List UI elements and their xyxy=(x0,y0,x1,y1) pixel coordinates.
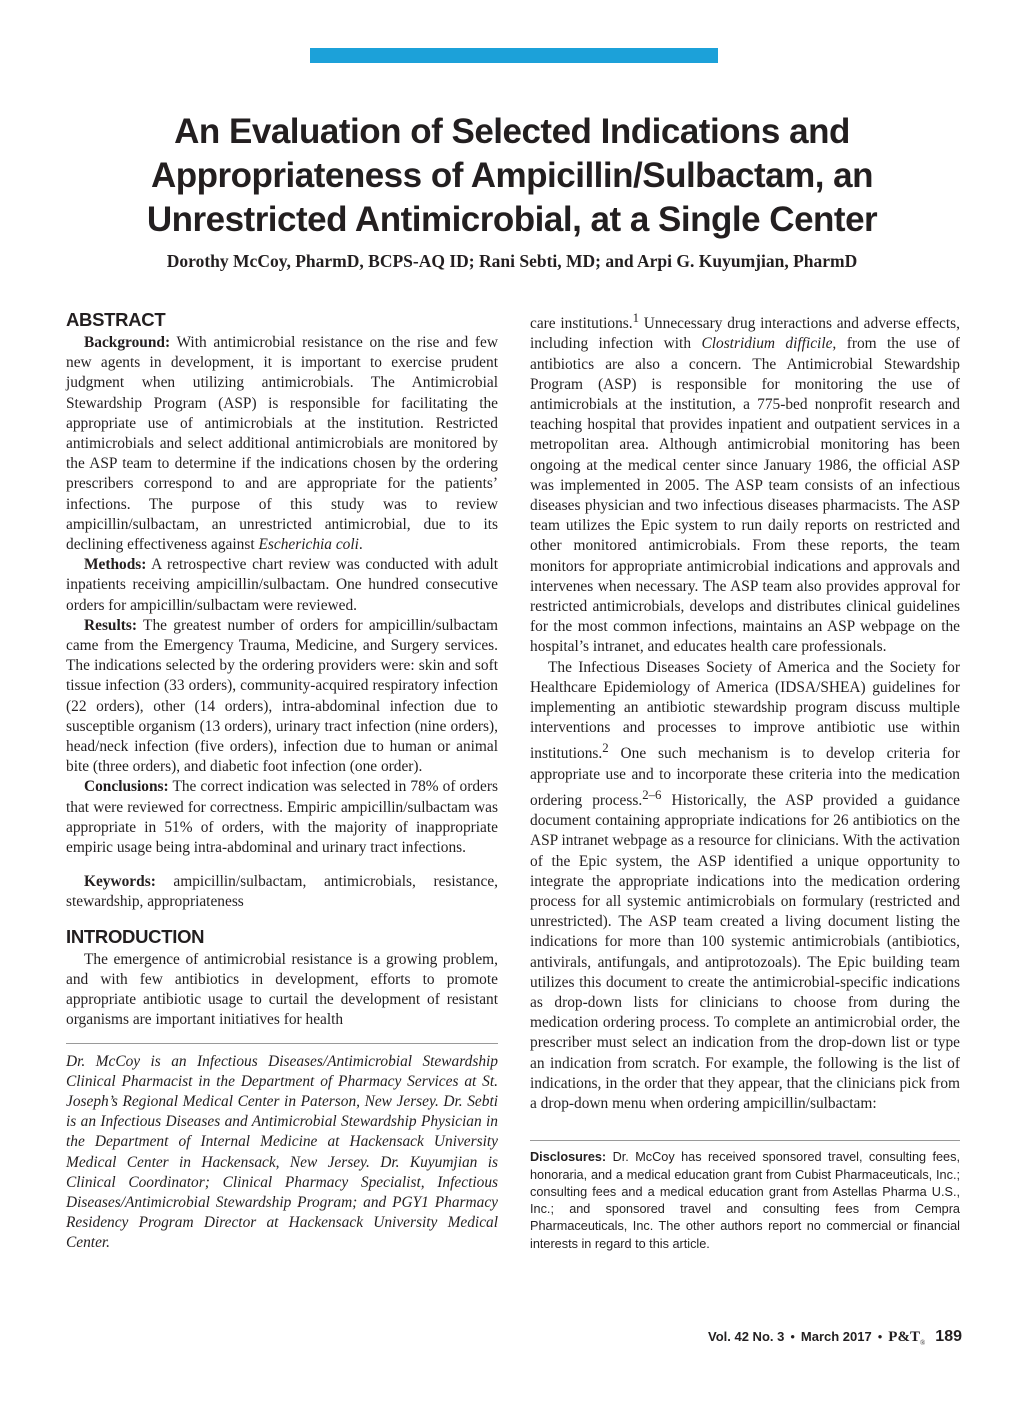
abstract-methods xyxy=(66,555,498,616)
reference-1: 1 xyxy=(632,311,640,325)
methods-label: Methods: xyxy=(84,556,147,574)
disclosures xyxy=(530,1149,960,1253)
p2-text-b: One such mechanism is to develop criteria for appropriate use and to incorporate these criteria into the medication ordering process. xyxy=(530,745,960,810)
right-column xyxy=(530,308,960,1253)
footer-date: March 2017 xyxy=(800,1329,872,1344)
abstract-background xyxy=(66,333,498,555)
p1-text-b: Unnecessary drug interactions and adverse effects, including infection with xyxy=(530,315,960,353)
header-accent-bar xyxy=(310,48,718,63)
footer-separator: • xyxy=(790,1329,795,1344)
left-column xyxy=(66,308,498,1254)
conclusions-text: The correct indication was selected in 78% of orders that were reviewed for correctness. Empiric ampicillin/sulbactam was appropriate in 51% of orders, with the majority of inappropriate empiric usage being intra-abdominal and urinary tract infections. xyxy=(66,778,498,857)
keywords xyxy=(66,872,498,912)
results-label: Results: xyxy=(84,616,138,634)
results-text: The greatest number of orders for ampicillin/sulbactam came from the Emergency Trauma, Medicine, and Surgery services. The indications selected by the ordering providers were: skin and soft tissue infection (33 orders), community-acquired respiratory infection (22 orders), other (14 orders), intra-abdominal infection due to susceptible organism (13 orders), urinary tract infection (nine orders), head/neck infection (five orders), infection due to human or animal bite (three orders), and diabetic foot infection (one order). xyxy=(66,616,498,776)
abstract-heading: ABSTRACT xyxy=(66,309,166,330)
title-line-1: An Evaluation of Selected Indications and xyxy=(174,112,850,151)
keywords-text: ampicillin/sulbactam, antimicrobials, resistance, stewardship, appropriateness xyxy=(66,873,498,911)
keywords-label: Keywords: xyxy=(84,873,156,891)
footer-journal xyxy=(888,1329,925,1345)
author-list: Dorothy McCoy, PharmD, BCPS-AQ ID; Rani Sebti, MD; and Arpi G. Kuyumjian, PharmD xyxy=(166,251,858,271)
introduction-paragraph: The emergence of antimicrobial resistance is a growing problem, and with few antibiotics in development, efforts to promote appropriate antibiotic usage to curtail the development of resistant organisms are important initiatives for health xyxy=(66,950,498,1029)
journal-name: P&T xyxy=(888,1329,920,1345)
footer-separator: • xyxy=(877,1329,883,1344)
p2-text-c: Historically, the ASP provided a guidance document containing appropriate indications for 26 antibiotics on the ASP intranet webpage as a resource for clinicians. With the activation of the Epic system, the ASP identified a unique opportunity to integrate the appropriate indications into the medication ordering process for all systemic antimicrobials on formulary (restricted and unrestricted). The ASP team created a living document listing the indications for more than 100 systemic antimicrobials (antibiotics, antivirals, antifungals, and antiprotozoals). The Epic building team utilizes this document to create the antimicrobial-specific indications as drop-down lists for clinicians to choose from during the medication ordering process. To complete an antimicrobial order, the prescriber must select an indication from the drop-down list or type an indication from scratch. For example, the following is the list of indications, in the order that they appear, that the clinicians pick from a drop-down menu when ordering ampicillin/sulbactam: xyxy=(530,792,960,1113)
title-line-2: Appropriateness of Ampicillin/Sulbactam, an xyxy=(150,156,874,195)
abstract-conclusions xyxy=(66,777,498,858)
author-affiliations-footnote: Dr. McCoy is an Infectious Diseases/Antimicrobial Stewardship Clinical Pharmacist in the Department of Pharmacy Services at St. Joseph’s Regional Medical Center in Paterson, New Jersey. Dr. Sebti is an Infectious Diseases and Antimicrobial Stewardship Physician in the Department of Internal Medicine at Hackensack University Medical Center in Hackensack, New Jersey. Dr. Kuyumjian is Clinical Coordinator; Clinical Pharmacy Specialist, Infectious Diseases/Antimicrobial Stewardship Program; and PGY1 Pharmacy Residency Program Director at Hackensack University Medical Center. xyxy=(66,1052,498,1252)
footnote-divider xyxy=(66,1043,498,1044)
disclosures-label: Disclosures: xyxy=(530,1150,607,1165)
introduction-heading: INTRODUCTION xyxy=(66,925,205,947)
title-line-3: Unrestricted Antimicrobial, at a Single Center xyxy=(146,200,878,239)
disclosures-text: Dr. McCoy has received sponsored travel, consulting fees, honoraria, and a medical education grant from Cubist Pharmaceuticals, Inc.; consulting fees and a medical education grant from Astellas Pharma U.S., Inc.; and sponsored travel and consulting fees from Cempra Pharmaceuticals, Inc. The other authors report no commercial or financial interests in regard to this article. xyxy=(530,1150,960,1251)
page-number: 189 xyxy=(935,1328,962,1345)
reference-2: 2 xyxy=(602,741,609,756)
p1-text-c: from the use of antibiotics are also a concern. The Antimicrobial Stewardship Program (ASP) is responsible for monitoring the use of antimicrobials at the institution, a 775-bed nonprofit research and teaching hospital that provides inpatient and outpatient services in a metropolitan area. Although antimicrobial monitoring has been ongoing at the medical center since January 1986, the official ASP was implemented in 2005. The ASP team consists of an infectious diseases physician and two infectious diseases pharmacists. The ASP team utilizes the Epic system to run daily reports on restricted and other monitored antimicrobials. From these reports, the team monitors for appropriate antimicrobial indications and approvals and intervenes when necessary. The ASP team also provides approval for restricted antimicrobials, develops and distributes clinical guidelines for the most common infections, maintains an ASP webpage on the hospital’s intranet, and educates health care professionals. xyxy=(530,335,960,656)
registered-mark: ® xyxy=(919,1339,926,1347)
background-label: Background: xyxy=(84,334,171,351)
article-title xyxy=(60,110,964,242)
page-footer xyxy=(708,1328,962,1347)
body-paragraph-1 xyxy=(530,308,960,658)
background-end: . xyxy=(358,536,363,554)
methods-text: A retrospective chart review was conducted with adult inpatients receiving ampicillin/sulbactam. One hundred consecutive orders for ampicillin/sulbactam were reviewed. xyxy=(66,556,498,614)
p2-text-a: The Infectious Diseases Society of America and the Society for Healthcare Epidemiology of America (IDSA/SHEA) guidelines for implementing an antibiotic stewardship program discuss multiple interventions and processes to improve antibiotic use within institutions. xyxy=(530,658,960,763)
background-organism: Escherichia coli xyxy=(258,536,359,554)
reference-2-6: 2–6 xyxy=(642,787,662,802)
p1-organism: Clostridium difficile, xyxy=(701,335,837,353)
background-text: With antimicrobial resistance on the rise and few new agents in development, it is important to exercise prudent judgment when utilizing antimicrobials. The Antimicrobial Stewardship Program (ASP) is responsible for facilitating the appropriate use of antimicrobials at the institution. Restricted antimicrobials and select additional antimicrobials are monitored by the ASP team to determine if the indications chosen by the ordering prescribers correspond to and are appropriate for the patients’ infections. The purpose of this study was to review ampicillin/sulbactam, an unrestricted antimicrobial, due to its declining effectiveness against xyxy=(66,334,498,554)
disclosures-divider xyxy=(530,1140,960,1141)
conclusions-label: Conclusions: xyxy=(84,778,169,796)
abstract-results xyxy=(66,616,498,778)
p1-text-a: care institutions. xyxy=(530,315,633,333)
body-paragraph-2 xyxy=(530,658,960,1115)
footer-volume: Vol. 42 No. 3 xyxy=(708,1329,785,1344)
